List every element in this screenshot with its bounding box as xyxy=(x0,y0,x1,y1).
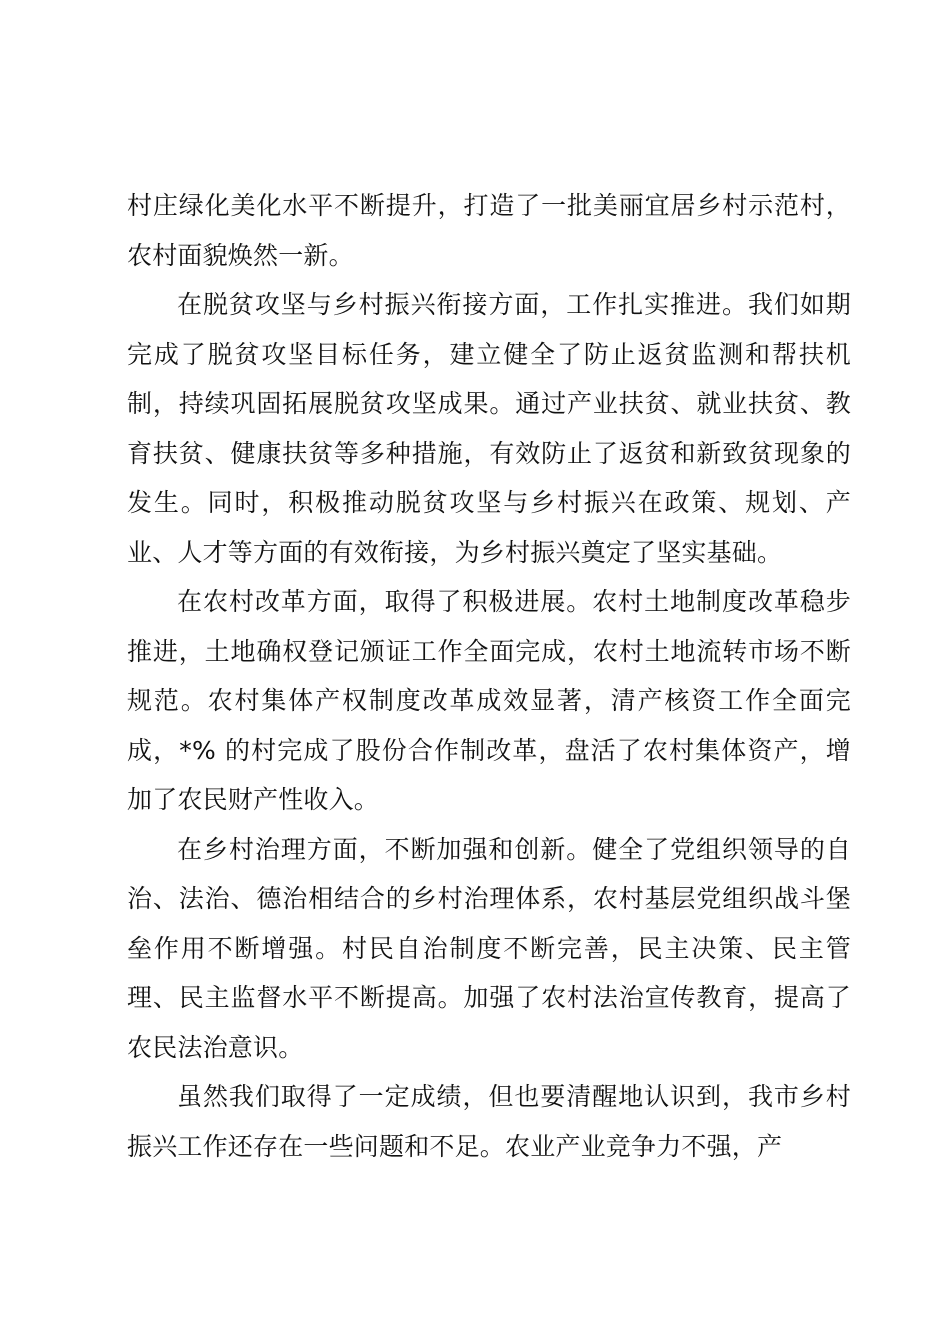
paragraph-problems: 虽然我们取得了一定成绩，但也要清醒地认识到，我市乡村振兴工作还存在一些问题和不足。农业产业竞争力不强，产 xyxy=(127,1082,851,1161)
paragraph-continued: 村庄绿化美化水平不断提升，打造了一批美丽宜居乡村示范村，农村面貌焕然一新。 xyxy=(127,191,851,270)
paragraph-rural-governance: 在乡村治理方面，不断加强和创新。健全了党组织领导的自治、法治、德治相结合的乡村治理体系，农村基层党组织战斗堡垒作用不断增强。村民自治制度不断完善，民主决策、民主管理、民主监督水平不断提高。加强了农村法治宣传教育，提高了农民法治意识。 xyxy=(127,834,851,1062)
paragraph-poverty-alleviation: 在脱贫攻坚与乡村振兴衔接方面，工作扎实推进。我们如期完成了脱贫攻坚目标任务，建立健全了防止返贫监测和帮扶机制，持续巩固拓展脱贫攻坚成果。通过产业扶贫、就业扶贫、教育扶贫、健康扶贫等多种措施，有效防止了返贫和新致贫现象的发生。同时，积极推动脱贫攻坚与乡村振兴在政策、规划、产业、人才等方面的有效衔接，为乡村振兴奠定了坚实基础。 xyxy=(127,290,851,567)
document-body xyxy=(127,181,851,1171)
paragraph-rural-reform: 在农村改革方面，取得了积极进展。农村土地制度改革稳步推进，土地确权登记颁证工作全面完成，农村土地流转市场不断规范。农村集体产权制度改革成效显著，清产核资工作全面完成，*% 的村完成了股份合作制改革，盘活了农村集体资产，增加了农民财产性收入。 xyxy=(127,587,851,814)
